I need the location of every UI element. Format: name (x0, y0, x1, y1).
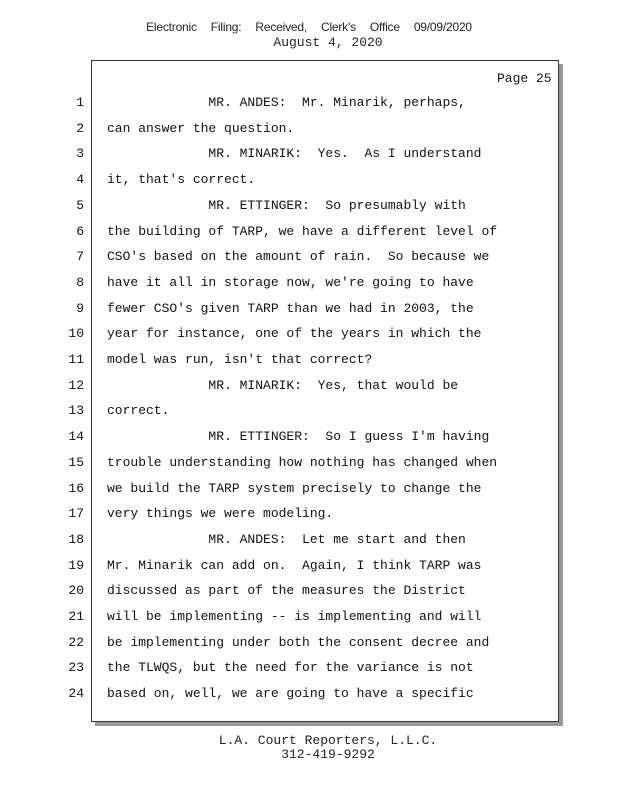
line-number: 4 (76, 172, 84, 188)
line-number: 6 (76, 223, 84, 239)
line-text: MR. ETTINGER: So presumably with (107, 197, 466, 213)
transcript-line (0, 167, 618, 193)
line-text: MR. ETTINGER: So I guess I'm having (107, 429, 490, 445)
line-number: 15 (68, 454, 84, 470)
transcript-line (0, 373, 618, 399)
line-text: based on, well, we are going to have a specific (107, 686, 474, 702)
line-number: 8 (76, 274, 84, 290)
transcript-line (0, 424, 618, 450)
transcript-line (0, 219, 618, 245)
line-text: trouble understanding how nothing has changed when (107, 454, 498, 470)
line-text: we build the TARP system precisely to change the (107, 480, 482, 496)
stamp-word: Filing: (210, 20, 242, 34)
line-number: 23 (68, 660, 84, 676)
line-text: MR. MINARIK: Yes, that would be (107, 377, 459, 393)
line-text: CSO's based on the amount of rain. So because we (107, 249, 490, 265)
line-text: MR. ANDES: Mr. Minarik, perhaps, (107, 95, 466, 110)
transcript-line (0, 90, 618, 116)
line-text: year for instance, one of the years in which the (107, 326, 482, 342)
line-number: 17 (68, 506, 84, 522)
line-number: 5 (76, 197, 84, 213)
line-text: model was run, isn't that correct? (107, 352, 373, 367)
line-number: 14 (68, 429, 84, 445)
line-number: 7 (76, 249, 84, 265)
transcript-line (0, 296, 618, 322)
transcript-line (0, 141, 618, 167)
transcript-line (0, 193, 618, 219)
line-number: 1 (76, 95, 84, 110)
line-number: 19 (68, 557, 84, 573)
line-text: correct. (107, 403, 170, 419)
transcript-line (0, 655, 618, 681)
line-number: 9 (76, 300, 84, 316)
transcript-line (0, 527, 618, 553)
transcript-line (0, 244, 618, 270)
line-number: 2 (76, 120, 84, 136)
line-text: have it all in storage now, we're going to have (107, 274, 474, 290)
line-text: MR. MINARIK: Yes. As I understand (107, 146, 482, 162)
line-number: 3 (76, 146, 84, 162)
line-text: it, that's correct. (107, 172, 256, 188)
line-number: 16 (68, 480, 84, 496)
line-text: discussed as part of the measures the District (107, 583, 466, 599)
line-text: will be implementing -- is implementing and will (107, 609, 482, 624)
line-number: 12 (68, 377, 84, 393)
line-number: 20 (68, 583, 84, 599)
stamp-word: Office (369, 20, 400, 34)
line-text: can answer the question. (107, 120, 295, 136)
line-text: very things we were modeling. (107, 506, 334, 522)
line-number: 21 (68, 609, 84, 624)
line-number: 10 (68, 326, 84, 342)
transcript-line (0, 501, 618, 527)
transcript-line (0, 347, 618, 373)
stamp-word: Received, (255, 20, 307, 34)
line-number: 22 (68, 634, 84, 650)
line-text: Mr. Minarik can add on. Again, I think TARP was (107, 557, 482, 573)
stamp-word: 09/09/2020 (413, 20, 472, 34)
line-text: be implementing under both the consent decree and (107, 634, 490, 650)
transcript-line (0, 116, 618, 142)
page-number: Page 25 (497, 71, 552, 86)
stamp-word: Electronic (146, 20, 197, 34)
line-number: 11 (68, 352, 84, 367)
transcript-line (0, 578, 618, 604)
line-text: the TLWQS, but the need for the variance is not (107, 660, 474, 676)
footer-phone: 312-419-9292 (281, 747, 375, 762)
transcript-line (0, 321, 618, 347)
line-text: fewer CSO's given TARP than we had in 2003, the (107, 300, 474, 316)
transcript-line (0, 398, 618, 424)
transcript-line (0, 630, 618, 656)
stamp-word: Clerk's (320, 20, 356, 34)
transcript-line (0, 604, 618, 630)
transcript-line (0, 270, 618, 296)
transcript-line (0, 681, 618, 707)
line-text: the building of TARP, we have a different level of (107, 223, 498, 239)
line-number: 18 (68, 531, 84, 547)
transcript-line (0, 476, 618, 502)
filing-stamp (0, 20, 618, 34)
line-text: MR. ANDES: Let me start and then (107, 531, 466, 547)
transcript-line (0, 450, 618, 476)
footer-company: L.A. Court Reporters, L.L.C. (218, 733, 438, 748)
transcript-line (0, 553, 618, 579)
line-number: 13 (68, 403, 84, 419)
hearing-date: August 4, 2020 (273, 35, 383, 50)
line-number: 24 (68, 686, 84, 702)
